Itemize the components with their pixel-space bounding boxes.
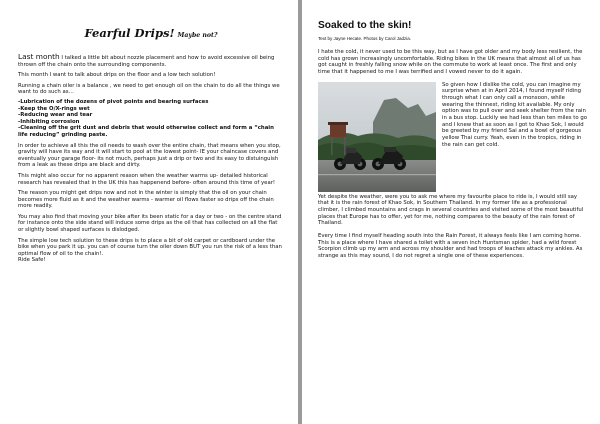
paragraph-3: Yet despite the weather, were you to ask me where my favourite place to ride is, I would still say that it is the rain forest of Khao Sok, in Southern Thailand. In my former life as a professional climber, I climbed mountains and crags in several countries and visited some of the most beautiful places that Europe has to offer, yet for me, nothing compares to the beauty of the rain forest of Thailand.: [318, 193, 584, 227]
paragraph-4: In order to achieve all this the oil needs to wash over the entire chain, that means when you stop, gravity will have its way and it will start to pool at the lowest point- IE your chaincase covers and eventually your garage floor- its not much, perhaps just a drip or two and its easy to distuinguish from a leak as these drips are black and dirty.: [18, 142, 281, 169]
bullet-item: -Reducing wear and tear: [18, 112, 93, 119]
article-title-soaked: Soaked to the skin!: [318, 20, 412, 31]
paragraph-2: This month I want to talk about drips on the floor and a low tech solution!: [18, 72, 216, 79]
bullet-item: -Lubrication of the dozens of pivot points and bearing surfaces: [18, 98, 209, 105]
paragraph-1: I hate the cold, it never used to be this way, but as I have got older and my body less resilient, the cold has grown increasingly uncomfortable. Riding bikes in the UK means that almost all of us has got caught in freshly falling snow while on the commute to work at least once. The first and only time that it happened to me I was terrified and I vowed never to do it again.: [318, 49, 583, 75]
paragraph-3: Running a chain oiler is a balance , we need to get enough oil on the chain to do all the things we want to do such as…: [18, 82, 280, 96]
title-text: Fearful Drips!: [84, 26, 175, 40]
sign-off: Ride Safe!: [18, 257, 46, 264]
bullet-list: [18, 99, 284, 139]
lead-word: Last month: [18, 52, 60, 61]
paragraph-8-text: The simple low tech solution to these drips is to place a bit of old carpet or cardboard under the bike when you park it up. you can of course turn the oiler down BUT you run the risk of a less than optimal flow of oil to the chain!.: [18, 237, 282, 257]
article-title-fearful-drips: [18, 26, 284, 40]
paragraph-7: You may also find that moving your bike after its been static for a day or two - on the centre stand for instance onto the side stand will induce some drips as the oil that has collected on all the flat or slightly bowl shaped surfaces is dislodged.: [18, 213, 282, 234]
paragraph-1: [18, 54, 284, 68]
bullet-item: -Keep the O/X-rings wet: [18, 105, 90, 112]
paragraph-5: This might also occur for no apparent reason when the weather warms up- detailed historical research has revealed that in the UK this has happenend before- often around this time of year!: [18, 172, 276, 186]
paragraph-1-text: I talked a little bit about nozzle placement and how to avoid excessive oil being thrown off the chain onto the surrounding components.: [18, 55, 275, 68]
paragraph-4: Every time I find myself heading south into the Rain Forest, it always feels like I am coming home. This is a place where I have shared a toilet with a seven inch Huntsman spider, had a wild forest Scorpion climb up my arm and across my shoulder and had troops of leaches attack my ankles. As strange as this may sound, I do not regret a single one of these experiences.: [318, 232, 583, 259]
motorcycles-in-rain-photo: [318, 82, 436, 192]
photo-image: [318, 82, 436, 192]
bullet-item: -Cleaning off the grit dust and debris that would otherwise collect and form a “chain life reducing” grinding paste.: [18, 125, 274, 138]
right-page: [302, 0, 600, 424]
article-credit: Text by Jayne Hecate. Photos by Carol Jadzia.: [318, 36, 412, 41]
left-page: [0, 0, 298, 424]
title-suffix: Maybe not?: [177, 32, 218, 39]
paragraph-6: The reason you might get drips now and not in the winter is simply that the oil on your chain becomes more fluid as it and the weather warms - warmer oil flows faster so drips off the chain more readily.: [18, 190, 274, 210]
bullet-item: -Inhibiting corrosion: [18, 118, 80, 125]
paragraph-8: [18, 238, 284, 264]
paragraph-2: So given how I dislike the cold, you can imagine my surprise when at in April 2014, I found myself riding through what I can only call a monsoon, while wearing the thinnest, riding kit available. My only option was to pull over and seek shelter from the rain in a bus stop. Luckily we had less than ten miles to go and I knew that as soon as I got to Khao Sok, I would be greeted by my friend Sai and a bowl of gorgeous yellow Thai curry. Yeah, even in the tropics, riding in the rain can get cold.: [442, 81, 588, 148]
